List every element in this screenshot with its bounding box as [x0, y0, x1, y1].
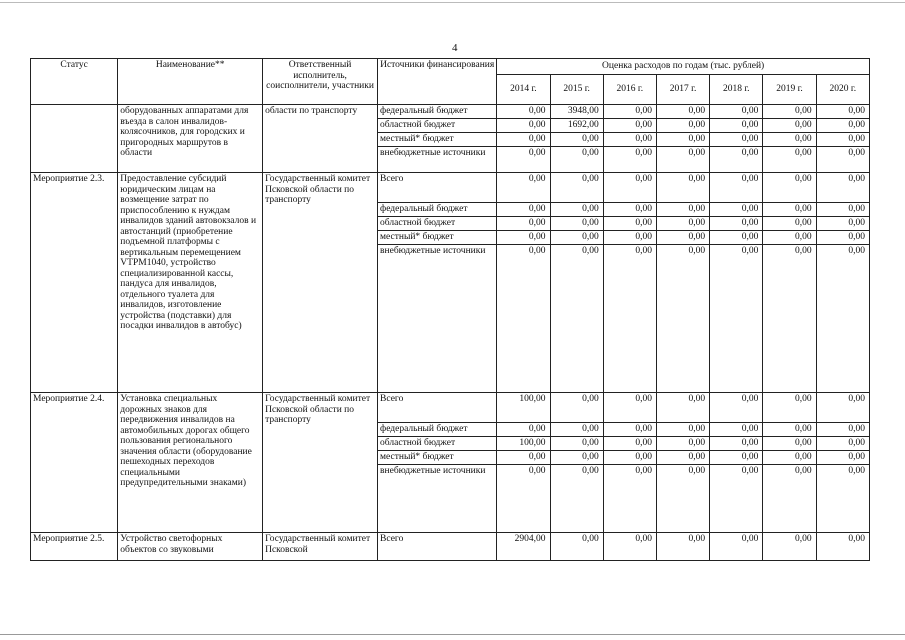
cell-value: 0,00	[497, 231, 550, 245]
cell-value: 0,00	[603, 465, 656, 533]
cell-value: 0,00	[816, 119, 869, 133]
cell-value: 0,00	[763, 173, 816, 203]
cell-value: 0,00	[550, 203, 603, 217]
cell-value: 0,00	[603, 119, 656, 133]
cell-value: 3948,00	[550, 105, 603, 119]
cell-value: 0,00	[656, 231, 709, 245]
cell-value: 0,00	[816, 437, 869, 451]
cell-source: местный* бюджет	[378, 133, 497, 147]
cell-value: 0,00	[603, 437, 656, 451]
cell-value: 0,00	[656, 147, 709, 173]
cell-value: 0,00	[497, 451, 550, 465]
header-year: 2016 г.	[603, 75, 656, 105]
cell-value: 0,00	[603, 533, 656, 561]
cell-value: 0,00	[763, 423, 816, 437]
cell-value: 0,00	[603, 105, 656, 119]
cell-value: 0,00	[710, 393, 763, 423]
cell-value: 0,00	[763, 133, 816, 147]
cell-value: 0,00	[710, 231, 763, 245]
cell-name: Установка специальных дорожных знаков для передвижения инвалидов на автомобильных дорогах общего пользования регионального значения области (оборудование пешеходных переходов специальными предупредительными знаками)	[118, 393, 263, 533]
cell-source: внебюджетные источники	[378, 147, 497, 173]
cell-value: 0,00	[603, 231, 656, 245]
cell-value: 0,00	[603, 245, 656, 393]
cell-value: 0,00	[550, 231, 603, 245]
cell-value: 0,00	[550, 465, 603, 533]
cell-value: 0,00	[656, 423, 709, 437]
cell-source: местный* бюджет	[378, 451, 497, 465]
cell-source: федеральный бюджет	[378, 423, 497, 437]
cell-value: 0,00	[656, 451, 709, 465]
cell-value: 0,00	[710, 465, 763, 533]
cell-value: 0,00	[550, 393, 603, 423]
cell-value: 0,00	[763, 245, 816, 393]
cell-value: 0,00	[550, 533, 603, 561]
header-estimate: Оценка расходов по годам (тыс. рублей)	[497, 59, 870, 75]
cell-value: 0,00	[497, 423, 550, 437]
cell-value: 0,00	[656, 217, 709, 231]
table-row	[31, 173, 870, 203]
cell-value: 0,00	[497, 173, 550, 203]
cell-name: Предоставление субсидий юридическим лицам на возмещение затрат по приспособлению к нуждам инвалидов зданий автовокзалов и автостанций (приобретение подъемной платформы с вертикальным перемещением VTPM1040, устройство специализированной кассы, пандуса для инвалидов, отдельного туалета для инвалидов, изготовление устройства (подставки) для посадки инвалидов в автобус)	[118, 173, 263, 393]
cell-responsible: области по транспорту	[263, 105, 378, 173]
table-row	[31, 393, 870, 423]
cell-value: 0,00	[656, 119, 709, 133]
cell-source: федеральный бюджет	[378, 203, 497, 217]
cell-value: 0,00	[603, 203, 656, 217]
cell-value: 0,00	[763, 119, 816, 133]
cell-value: 0,00	[763, 203, 816, 217]
cell-value: 0,00	[656, 393, 709, 423]
cell-value: 0,00	[710, 423, 763, 437]
cell-value: 0,00	[656, 437, 709, 451]
header-year: 2020 г.	[816, 75, 869, 105]
cell-value: 0,00	[763, 217, 816, 231]
scan-edge-top	[0, 2, 905, 3]
cell-source: внебюджетные источники	[378, 465, 497, 533]
cell-value: 0,00	[763, 451, 816, 465]
cell-value: 0,00	[550, 451, 603, 465]
cell-value: 0,00	[497, 245, 550, 393]
cell-value: 0,00	[816, 465, 869, 533]
header-name: Наименование**	[118, 59, 263, 105]
header-year: 2019 г.	[763, 75, 816, 105]
cell-value: 0,00	[497, 105, 550, 119]
cell-source: Всего	[378, 533, 497, 561]
cell-source: федеральный бюджет	[378, 105, 497, 119]
header-status: Статус	[31, 59, 118, 105]
cell-value: 1692,00	[550, 119, 603, 133]
cell-value: 0,00	[497, 133, 550, 147]
cell-status: Мероприятие 2.5.	[31, 533, 118, 561]
cell-source: местный* бюджет	[378, 231, 497, 245]
cell-value: 0,00	[656, 173, 709, 203]
cell-value: 0,00	[816, 245, 869, 393]
cell-value: 0,00	[550, 245, 603, 393]
cell-value: 0,00	[550, 173, 603, 203]
cell-name: Устройство светофорных объектов со звуковыми	[118, 533, 263, 561]
cell-value: 0,00	[550, 437, 603, 451]
cell-value: 0,00	[603, 147, 656, 173]
cell-responsible: Государственный комитет Псковской области по транспорту	[263, 173, 378, 393]
cell-value: 0,00	[603, 173, 656, 203]
cell-value: 0,00	[763, 437, 816, 451]
cell-value: 0,00	[710, 451, 763, 465]
cell-source: областной бюджет	[378, 437, 497, 451]
cell-value: 0,00	[816, 533, 869, 561]
cell-value: 0,00	[656, 245, 709, 393]
cell-value: 0,00	[497, 147, 550, 173]
cell-value: 0,00	[710, 533, 763, 561]
cell-value: 0,00	[497, 119, 550, 133]
cell-value: 0,00	[603, 133, 656, 147]
cell-value: 0,00	[550, 133, 603, 147]
cell-value: 0,00	[710, 203, 763, 217]
cell-value: 0,00	[603, 451, 656, 465]
cell-value: 0,00	[656, 203, 709, 217]
cell-value: 2904,00	[497, 533, 550, 561]
cell-value: 0,00	[816, 231, 869, 245]
cell-value: 0,00	[763, 231, 816, 245]
cell-value: 0,00	[497, 217, 550, 231]
cell-value: 0,00	[656, 465, 709, 533]
page-number: 4	[452, 42, 458, 54]
cell-source: областной бюджет	[378, 119, 497, 133]
cell-value: 0,00	[656, 133, 709, 147]
header-year: 2015 г.	[550, 75, 603, 105]
cell-responsible: Государственный комитет Псковской	[263, 533, 378, 561]
cell-value: 0,00	[710, 217, 763, 231]
cell-value: 0,00	[497, 203, 550, 217]
cell-value: 0,00	[816, 203, 869, 217]
cell-value: 0,00	[710, 133, 763, 147]
header-year: 2018 г.	[710, 75, 763, 105]
table-row	[31, 533, 870, 561]
cell-status: Мероприятие 2.3.	[31, 173, 118, 393]
header-year: 2017 г.	[656, 75, 709, 105]
cell-value: 0,00	[763, 393, 816, 423]
cell-status: Мероприятие 2.4.	[31, 393, 118, 533]
cell-value: 100,00	[497, 393, 550, 423]
cell-value: 0,00	[710, 105, 763, 119]
cell-source: Всего	[378, 173, 497, 203]
cell-value: 0,00	[816, 423, 869, 437]
cell-value: 0,00	[603, 423, 656, 437]
cell-value: 0,00	[816, 393, 869, 423]
cell-value: 0,00	[603, 217, 656, 231]
cell-value: 0,00	[497, 465, 550, 533]
cell-source: внебюджетные источники	[378, 245, 497, 393]
cell-source: Всего	[378, 393, 497, 423]
header-year: 2014 г.	[497, 75, 550, 105]
cell-value: 0,00	[816, 451, 869, 465]
cell-value: 0,00	[816, 105, 869, 119]
cell-value: 0,00	[710, 437, 763, 451]
cell-value: 100,00	[497, 437, 550, 451]
cell-value: 0,00	[656, 105, 709, 119]
cell-value: 0,00	[550, 423, 603, 437]
scan-edge-bottom	[0, 634, 905, 635]
cell-value: 0,00	[710, 245, 763, 393]
cell-value: 0,00	[656, 533, 709, 561]
cell-value: 0,00	[816, 173, 869, 203]
cell-value: 0,00	[550, 217, 603, 231]
cell-value: 0,00	[710, 173, 763, 203]
cell-value: 0,00	[816, 147, 869, 173]
cell-value: 0,00	[763, 147, 816, 173]
cell-value: 0,00	[710, 119, 763, 133]
cell-status	[31, 105, 118, 173]
cell-value: 0,00	[816, 217, 869, 231]
table-row	[31, 105, 870, 119]
cell-responsible: Государственный комитет Псковской области по транспорту	[263, 393, 378, 533]
cell-name: оборудованных аппаратами для въезда в салон инвалидов-колясочников, для городских и пригородных маршрутов в области	[118, 105, 263, 173]
cell-value: 0,00	[550, 147, 603, 173]
expense-table	[30, 58, 870, 561]
cell-value: 0,00	[816, 133, 869, 147]
cell-value: 0,00	[710, 147, 763, 173]
cell-value: 0,00	[763, 465, 816, 533]
cell-value: 0,00	[763, 105, 816, 119]
cell-value: 0,00	[603, 393, 656, 423]
cell-value: 0,00	[763, 533, 816, 561]
header-responsible: Ответственный исполнитель, соисполнители, участники	[263, 59, 378, 105]
cell-source: областной бюджет	[378, 217, 497, 231]
header-sources: Источники финансирования	[378, 59, 497, 105]
